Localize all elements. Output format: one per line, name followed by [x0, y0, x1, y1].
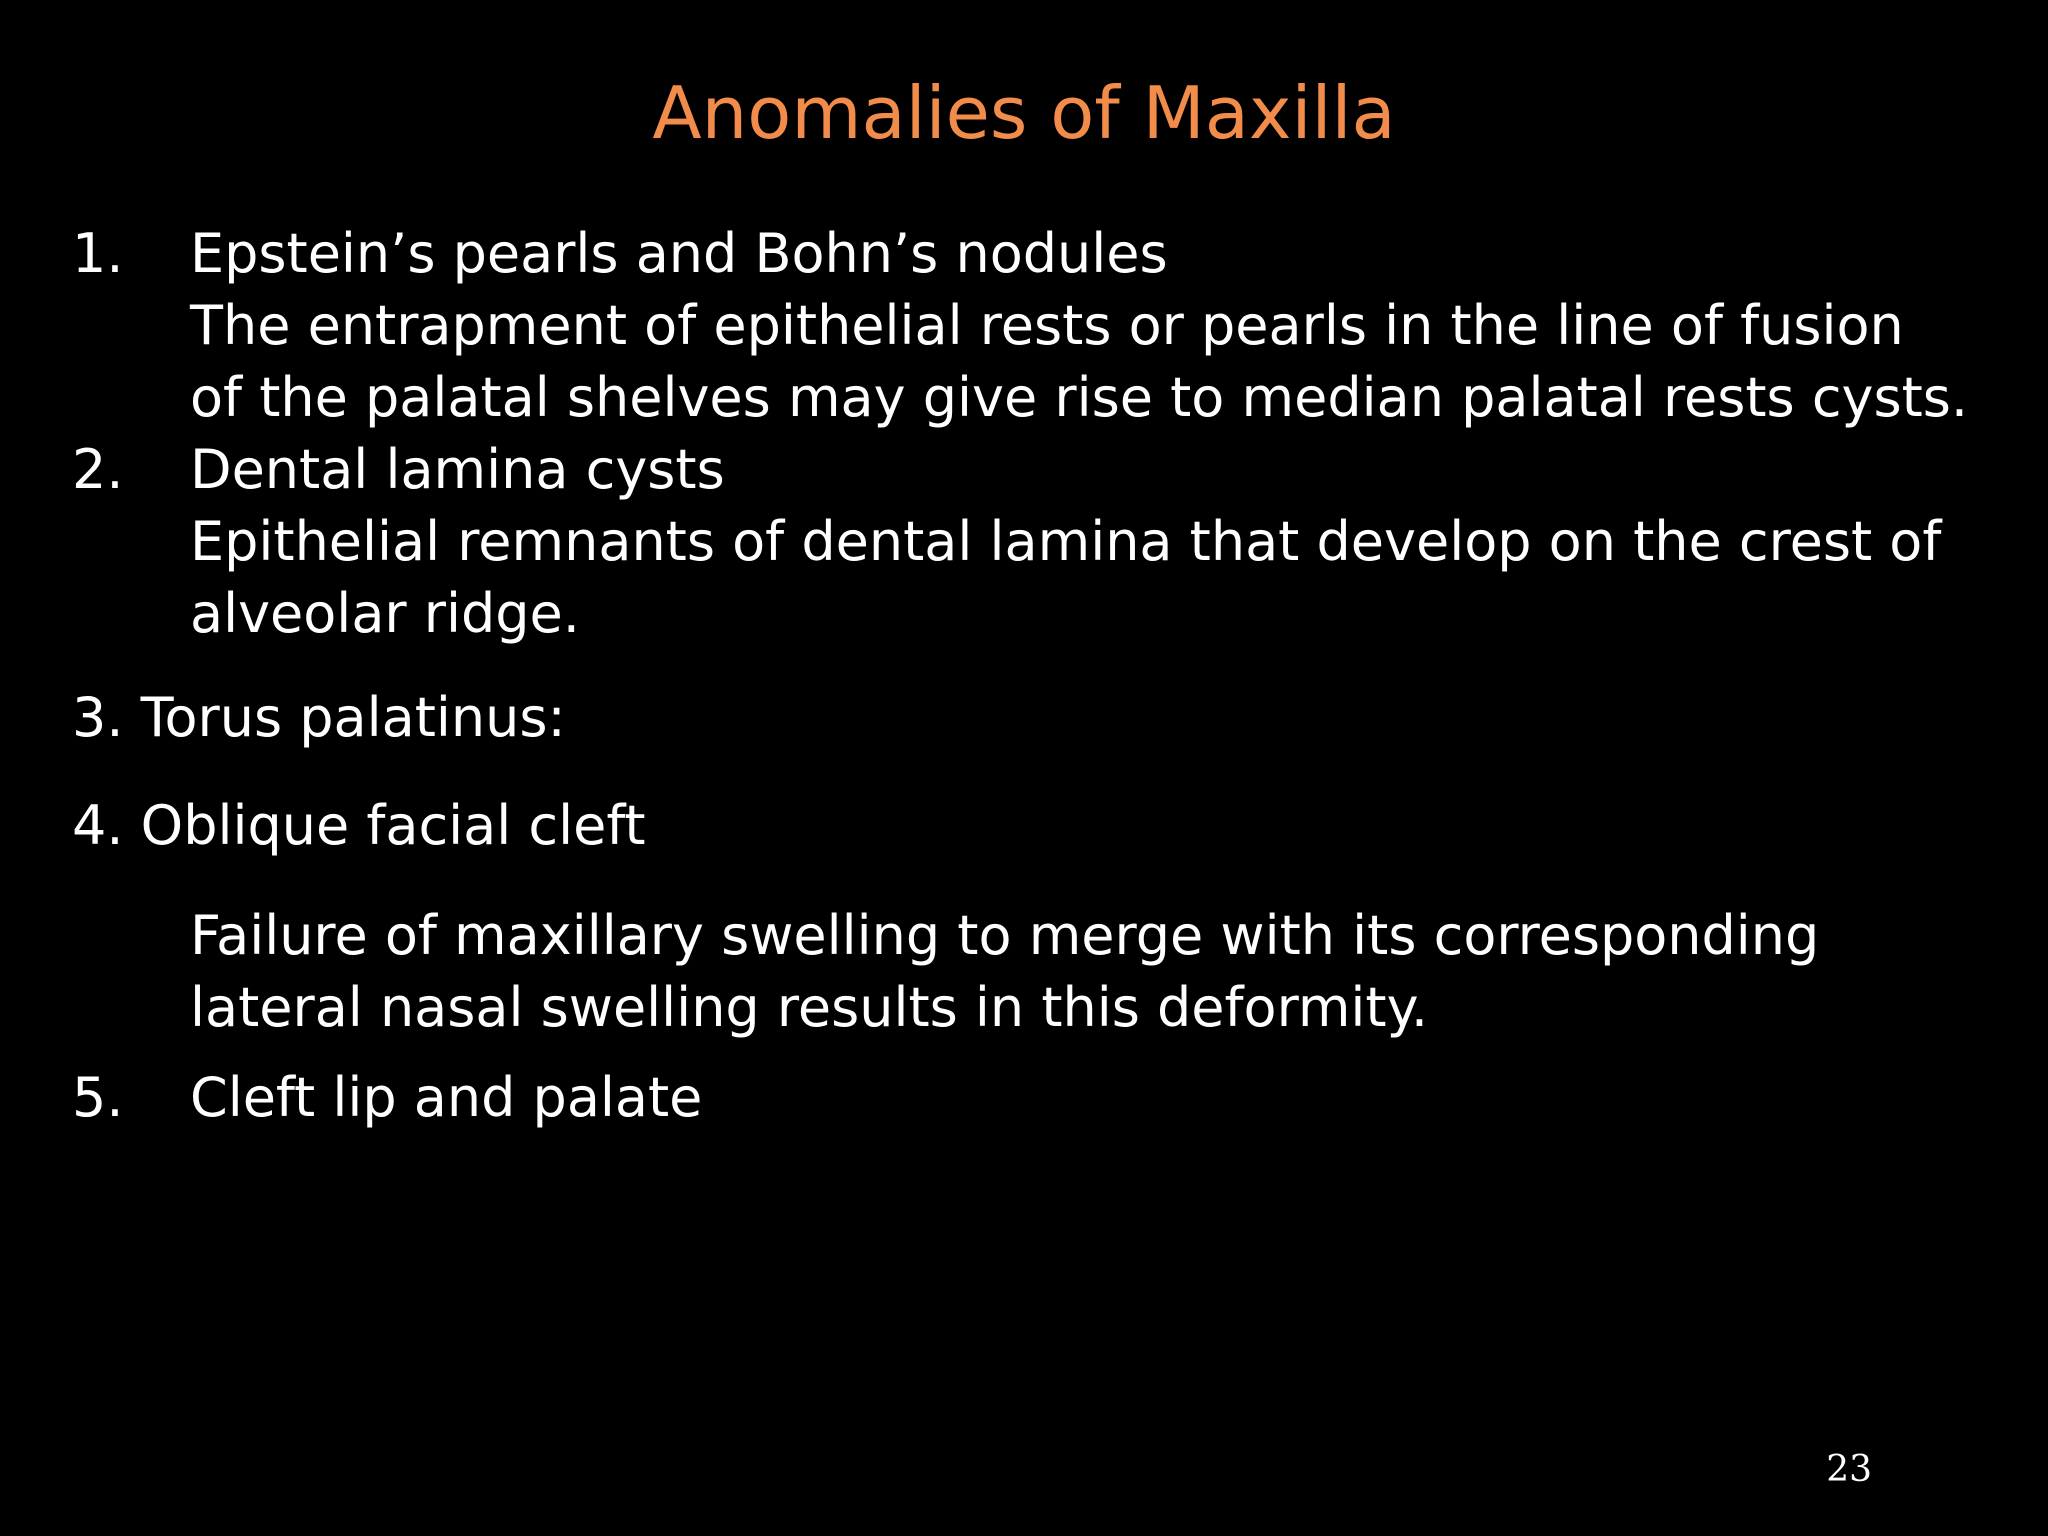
slide-title: Anomalies of Maxilla — [652, 71, 1396, 155]
item-1-number: 1. — [72, 222, 124, 285]
item-4-text: 4. Oblique facial cleft — [72, 794, 646, 857]
item-4-description-line-2: lateral nasal swelling results in this deformity. — [190, 976, 1429, 1039]
item-2-description-line-2: alveolar ridge. — [190, 582, 580, 645]
item-2-number: 2. — [72, 438, 124, 501]
item-2-description-line-1: Epithelial remnants of dental lamina that develop on the crest of — [190, 510, 1942, 573]
item-1-heading: Epstein’s pearls and Bohn’s nodules — [190, 222, 1168, 285]
item-5-number: 5. — [72, 1066, 124, 1129]
item-2-heading: Dental lamina cysts — [190, 438, 725, 501]
item-3-text: 3. Torus palatinus: — [72, 686, 566, 749]
item-1-description-line-1: The entrapment of epithelial rests or pearls in the line of fusion — [190, 294, 1904, 357]
item-4-description-line-1: Failure of maxillary swelling to merge with its corresponding — [190, 904, 1820, 967]
page-number: 23 — [1826, 1449, 1872, 1490]
item-5-heading: Cleft lip and palate — [190, 1066, 703, 1129]
item-1-description-line-2: of the palatal shelves may give rise to median palatal rests cysts. — [190, 366, 1969, 429]
